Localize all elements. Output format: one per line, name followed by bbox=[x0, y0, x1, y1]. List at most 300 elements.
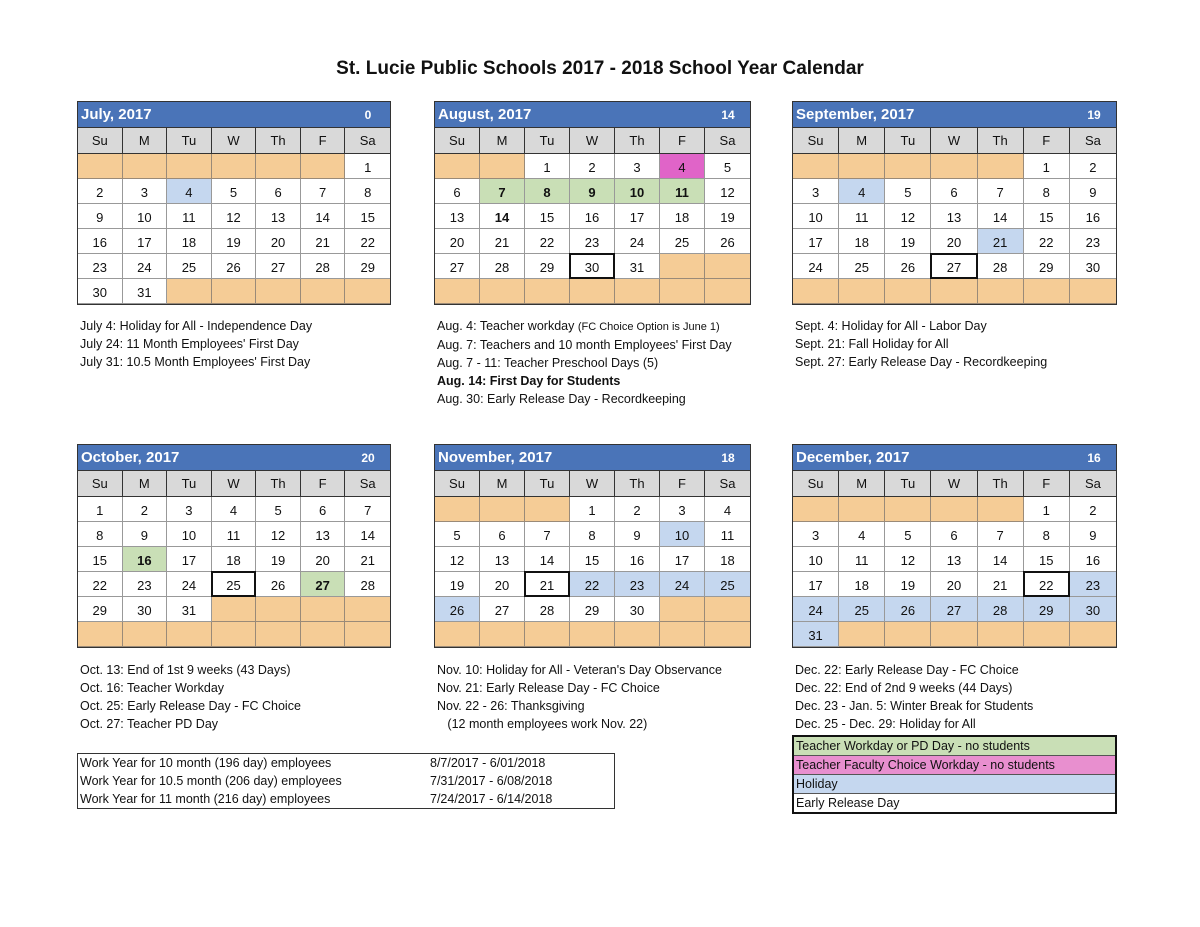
day-cell: 12 bbox=[705, 179, 750, 204]
weekday-header: F bbox=[660, 471, 705, 497]
day-cell: 3 bbox=[793, 179, 839, 204]
empty-cell bbox=[480, 622, 525, 647]
empty-cell bbox=[615, 622, 660, 647]
weekday-header: Th bbox=[978, 471, 1024, 497]
day-cell: 1 bbox=[570, 497, 615, 522]
day-cell: 3 bbox=[123, 179, 168, 204]
day-cell: 5 bbox=[705, 154, 750, 179]
day-cell: 24 bbox=[660, 572, 705, 597]
day-cell: 6 bbox=[931, 522, 977, 547]
weekday-header: W bbox=[570, 128, 615, 154]
weekday-header: Tu bbox=[525, 471, 570, 497]
day-cell: 20 bbox=[256, 229, 301, 254]
day-cell: 30 bbox=[123, 597, 168, 622]
empty-cell bbox=[978, 497, 1024, 522]
weekday-header: Sa bbox=[1070, 128, 1116, 154]
day-cell: 7 bbox=[301, 179, 346, 204]
weekday-header: Su bbox=[78, 471, 123, 497]
month-grid bbox=[435, 128, 750, 304]
day-cell: 21 bbox=[480, 229, 525, 254]
day-cell: 28 bbox=[301, 254, 346, 279]
legend-holiday: Holiday bbox=[794, 775, 1115, 794]
work-year-label: Work Year for 10 month (196 day) employees bbox=[80, 756, 332, 770]
day-cell: 1 bbox=[1024, 154, 1070, 179]
weekday-header: Su bbox=[793, 128, 839, 154]
day-cell: 23 bbox=[570, 229, 615, 254]
empty-cell bbox=[78, 622, 123, 647]
day-cell: 18 bbox=[839, 572, 885, 597]
student-days-count: 20 bbox=[361, 450, 375, 465]
day-cell: 6 bbox=[435, 179, 480, 204]
day-cell: 1 bbox=[78, 497, 123, 522]
month-december bbox=[792, 444, 1117, 648]
work-year-dates: 7/31/2017 - 6/08/2018 bbox=[430, 774, 553, 788]
day-cell: 13 bbox=[256, 204, 301, 229]
day-cell: 6 bbox=[301, 497, 346, 522]
month-name: July, 2017 bbox=[81, 106, 152, 123]
empty-cell bbox=[345, 622, 390, 647]
day-cell: 23 bbox=[78, 254, 123, 279]
empty-cell bbox=[705, 254, 750, 279]
student-days-count: 18 bbox=[721, 450, 735, 465]
day-cell: 27 bbox=[931, 254, 977, 279]
empty-cell bbox=[435, 622, 480, 647]
weekday-header: Tu bbox=[885, 128, 931, 154]
month-grid bbox=[793, 471, 1116, 647]
day-cell: 18 bbox=[167, 229, 212, 254]
empty-cell bbox=[885, 154, 931, 179]
empty-cell bbox=[978, 279, 1024, 304]
day-cell: 4 bbox=[839, 522, 885, 547]
day-cell: 8 bbox=[345, 179, 390, 204]
day-cell: 23 bbox=[1070, 229, 1116, 254]
day-cell: 27 bbox=[931, 597, 977, 622]
empty-cell bbox=[660, 597, 705, 622]
day-cell: 24 bbox=[793, 254, 839, 279]
day-cell: 9 bbox=[615, 522, 660, 547]
notes-july bbox=[80, 317, 312, 371]
day-cell: 22 bbox=[525, 229, 570, 254]
day-cell: 21 bbox=[978, 572, 1024, 597]
month-august bbox=[434, 101, 751, 305]
day-cell: 25 bbox=[660, 229, 705, 254]
empty-cell bbox=[167, 154, 212, 179]
empty-cell bbox=[256, 154, 301, 179]
day-cell: 15 bbox=[345, 204, 390, 229]
day-cell: 8 bbox=[1024, 179, 1070, 204]
weekday-header: M bbox=[480, 128, 525, 154]
day-cell: 19 bbox=[256, 547, 301, 572]
empty-cell bbox=[839, 154, 885, 179]
page-title: St. Lucie Public Schools 2017 - 2018 School Year Calendar bbox=[336, 58, 864, 79]
empty-cell bbox=[435, 279, 480, 304]
note-line: July 4: Holiday for All - Independence Day bbox=[80, 319, 313, 333]
notes-november bbox=[437, 661, 722, 733]
day-cell: 25 bbox=[705, 572, 750, 597]
note-line: Sept. 4: Holiday for All - Labor Day bbox=[795, 319, 987, 333]
day-cell: 4 bbox=[212, 497, 257, 522]
legend bbox=[792, 735, 1117, 814]
day-cell: 2 bbox=[78, 179, 123, 204]
day-cell: 20 bbox=[931, 572, 977, 597]
weekday-header: Th bbox=[256, 471, 301, 497]
day-cell: 16 bbox=[123, 547, 168, 572]
note-line: Nov. 10: Holiday for All - Veteran's Day Observance bbox=[437, 663, 722, 677]
month-name: December, 2017 bbox=[796, 449, 910, 466]
day-cell: 4 bbox=[705, 497, 750, 522]
month-grid bbox=[78, 128, 390, 304]
day-cell: 5 bbox=[885, 522, 931, 547]
note-line: Nov. 21: Early Release Day - FC Choice bbox=[437, 681, 660, 695]
empty-cell bbox=[705, 622, 750, 647]
day-cell: 12 bbox=[435, 547, 480, 572]
note-line-first-day: Aug. 14: First Day for Students bbox=[437, 374, 621, 388]
empty-cell bbox=[480, 497, 525, 522]
day-cell: 4 bbox=[660, 154, 705, 179]
day-cell: 26 bbox=[256, 572, 301, 597]
day-cell: 26 bbox=[885, 254, 931, 279]
note-line: Aug. 30: Early Release Day - Recordkeeping bbox=[437, 392, 686, 406]
empty-cell bbox=[212, 154, 257, 179]
empty-cell bbox=[885, 279, 931, 304]
empty-cell bbox=[660, 254, 705, 279]
empty-cell bbox=[525, 497, 570, 522]
day-cell: 12 bbox=[212, 204, 257, 229]
note-line: Dec. 22: End of 2nd 9 weeks (44 Days) bbox=[795, 681, 1013, 695]
month-name: September, 2017 bbox=[796, 106, 915, 123]
day-cell: 3 bbox=[793, 522, 839, 547]
day-cell: 12 bbox=[256, 522, 301, 547]
day-cell: 20 bbox=[931, 229, 977, 254]
month-november bbox=[434, 444, 751, 648]
day-cell: 27 bbox=[480, 597, 525, 622]
day-cell: 20 bbox=[301, 547, 346, 572]
note-line: Oct. 16: Teacher Workday bbox=[80, 681, 225, 695]
day-cell: 26 bbox=[435, 597, 480, 622]
notes-september bbox=[795, 317, 1047, 371]
empty-cell bbox=[839, 279, 885, 304]
day-cell: 17 bbox=[793, 572, 839, 597]
day-cell: 9 bbox=[78, 204, 123, 229]
empty-cell bbox=[978, 154, 1024, 179]
day-cell: 8 bbox=[570, 522, 615, 547]
weekday-header: F bbox=[301, 471, 346, 497]
note-line: Dec. 22: Early Release Day - FC Choice bbox=[795, 663, 1019, 677]
weekday-header: Sa bbox=[1070, 471, 1116, 497]
weekday-header: W bbox=[212, 471, 257, 497]
student-days-count: 14 bbox=[721, 107, 735, 122]
empty-cell bbox=[705, 597, 750, 622]
empty-cell bbox=[931, 497, 977, 522]
weekday-header: Su bbox=[435, 128, 480, 154]
day-cell: 13 bbox=[931, 204, 977, 229]
empty-cell bbox=[978, 622, 1024, 647]
day-cell: 24 bbox=[167, 572, 212, 597]
empty-cell bbox=[301, 279, 346, 304]
work-year-dates: 8/7/2017 - 6/01/2018 bbox=[430, 756, 546, 770]
day-cell: 7 bbox=[480, 179, 525, 204]
day-cell: 16 bbox=[570, 204, 615, 229]
weekday-header: F bbox=[1024, 128, 1070, 154]
day-cell: 19 bbox=[705, 204, 750, 229]
note-line: Oct. 13: End of 1st 9 weeks (43 Days) bbox=[80, 663, 291, 677]
weekday-header: Tu bbox=[167, 128, 212, 154]
day-cell: 18 bbox=[705, 547, 750, 572]
day-cell: 28 bbox=[978, 597, 1024, 622]
day-cell: 8 bbox=[1024, 522, 1070, 547]
day-cell: 16 bbox=[78, 229, 123, 254]
day-cell: 8 bbox=[78, 522, 123, 547]
month-header bbox=[78, 102, 390, 128]
notes-august bbox=[437, 317, 732, 408]
day-cell: 17 bbox=[123, 229, 168, 254]
empty-cell bbox=[212, 279, 257, 304]
day-cell: 29 bbox=[1024, 254, 1070, 279]
day-cell: 22 bbox=[1024, 229, 1070, 254]
note-line: Aug. 7: Teachers and 10 month Employees' First Day bbox=[437, 338, 732, 352]
day-cell: 16 bbox=[615, 547, 660, 572]
empty-cell bbox=[570, 622, 615, 647]
empty-cell bbox=[78, 154, 123, 179]
day-cell: 13 bbox=[480, 547, 525, 572]
empty-cell bbox=[435, 154, 480, 179]
empty-cell bbox=[615, 279, 660, 304]
day-cell: 29 bbox=[570, 597, 615, 622]
month-header bbox=[78, 445, 390, 471]
day-cell: 17 bbox=[615, 204, 660, 229]
day-cell: 20 bbox=[480, 572, 525, 597]
empty-cell bbox=[660, 279, 705, 304]
work-year-label: Work Year for 11 month (216 day) employees bbox=[80, 792, 331, 806]
day-cell: 4 bbox=[839, 179, 885, 204]
empty-cell bbox=[931, 154, 977, 179]
day-cell: 6 bbox=[256, 179, 301, 204]
day-cell: 22 bbox=[1024, 572, 1070, 597]
day-cell: 31 bbox=[793, 622, 839, 647]
empty-cell bbox=[345, 279, 390, 304]
note-line: Sept. 27: Early Release Day - Recordkeeping bbox=[795, 355, 1048, 369]
day-cell: 5 bbox=[885, 179, 931, 204]
day-cell: 26 bbox=[885, 597, 931, 622]
month-september bbox=[792, 101, 1117, 305]
day-cell: 9 bbox=[1070, 179, 1116, 204]
day-cell: 2 bbox=[1070, 497, 1116, 522]
day-cell: 21 bbox=[301, 229, 346, 254]
weekday-header: Su bbox=[435, 471, 480, 497]
day-cell: 2 bbox=[123, 497, 168, 522]
empty-cell bbox=[301, 597, 346, 622]
day-cell: 30 bbox=[1070, 597, 1116, 622]
empty-cell bbox=[1070, 622, 1116, 647]
note-line: July 24: 11 Month Employees' First Day bbox=[80, 337, 299, 351]
weekday-header: Tu bbox=[885, 471, 931, 497]
day-cell: 29 bbox=[525, 254, 570, 279]
weekday-header: M bbox=[839, 471, 885, 497]
day-cell: 27 bbox=[435, 254, 480, 279]
day-cell: 30 bbox=[570, 254, 615, 279]
day-cell: 17 bbox=[167, 547, 212, 572]
day-cell: 31 bbox=[123, 279, 168, 304]
weekday-header: M bbox=[480, 471, 525, 497]
day-cell: 24 bbox=[793, 597, 839, 622]
note-line: Dec. 23 - Jan. 5: Winter Break for Students bbox=[795, 699, 1034, 713]
day-cell: 20 bbox=[435, 229, 480, 254]
day-cell: 9 bbox=[1070, 522, 1116, 547]
empty-cell bbox=[660, 622, 705, 647]
day-cell: 24 bbox=[615, 229, 660, 254]
day-cell: 11 bbox=[167, 204, 212, 229]
day-cell: 25 bbox=[212, 572, 257, 597]
day-cell: 4 bbox=[167, 179, 212, 204]
day-cell: 11 bbox=[839, 547, 885, 572]
empty-cell bbox=[256, 279, 301, 304]
day-cell: 7 bbox=[525, 522, 570, 547]
note-line: July 31: 10.5 Month Employees' First Day bbox=[80, 355, 311, 369]
day-cell: 14 bbox=[480, 204, 525, 229]
empty-cell bbox=[793, 154, 839, 179]
day-cell: 13 bbox=[301, 522, 346, 547]
day-cell: 7 bbox=[345, 497, 390, 522]
empty-cell bbox=[212, 597, 257, 622]
day-cell: 31 bbox=[615, 254, 660, 279]
day-cell: 30 bbox=[1070, 254, 1116, 279]
day-cell: 3 bbox=[615, 154, 660, 179]
empty-cell bbox=[525, 279, 570, 304]
day-cell: 27 bbox=[256, 254, 301, 279]
day-cell: 26 bbox=[212, 254, 257, 279]
day-cell: 2 bbox=[570, 154, 615, 179]
day-cell: 28 bbox=[525, 597, 570, 622]
notes-october bbox=[80, 661, 301, 733]
month-name: August, 2017 bbox=[438, 106, 532, 123]
weekday-header: Sa bbox=[345, 471, 390, 497]
weekday-header: Su bbox=[78, 128, 123, 154]
work-year-row bbox=[78, 772, 614, 790]
month-header bbox=[435, 102, 750, 128]
note-line: Nov. 22 - 26: Thanksgiving bbox=[437, 699, 585, 713]
day-cell: 1 bbox=[345, 154, 390, 179]
weekday-header: Tu bbox=[525, 128, 570, 154]
weekday-header: Sa bbox=[705, 128, 750, 154]
day-cell: 27 bbox=[301, 572, 346, 597]
day-cell: 26 bbox=[705, 229, 750, 254]
weekday-header: Tu bbox=[167, 471, 212, 497]
day-cell: 28 bbox=[345, 572, 390, 597]
work-year-row bbox=[78, 754, 614, 772]
day-cell: 1 bbox=[1024, 497, 1070, 522]
empty-cell bbox=[123, 154, 168, 179]
day-cell: 17 bbox=[793, 229, 839, 254]
day-cell: 10 bbox=[793, 547, 839, 572]
weekday-header: Th bbox=[978, 128, 1024, 154]
legend-teacher-workday: Teacher Workday or PD Day - no students bbox=[794, 737, 1115, 756]
work-year-table bbox=[77, 753, 615, 809]
empty-cell bbox=[480, 279, 525, 304]
month-grid bbox=[78, 471, 390, 647]
weekday-header: M bbox=[839, 128, 885, 154]
day-cell: 14 bbox=[301, 204, 346, 229]
day-cell: 5 bbox=[256, 497, 301, 522]
day-cell: 21 bbox=[345, 547, 390, 572]
empty-cell bbox=[705, 279, 750, 304]
weekday-header: M bbox=[123, 471, 168, 497]
empty-cell bbox=[1024, 279, 1070, 304]
day-cell: 22 bbox=[78, 572, 123, 597]
day-cell: 15 bbox=[78, 547, 123, 572]
empty-cell bbox=[793, 279, 839, 304]
legend-early-release: Early Release Day bbox=[794, 794, 1115, 812]
day-cell: 10 bbox=[793, 204, 839, 229]
day-cell: 23 bbox=[1070, 572, 1116, 597]
day-cell: 6 bbox=[480, 522, 525, 547]
empty-cell bbox=[345, 597, 390, 622]
month-grid bbox=[435, 471, 750, 647]
day-cell: 6 bbox=[931, 179, 977, 204]
note-text: Aug. 4: Teacher workday bbox=[437, 319, 578, 333]
weekday-header: Su bbox=[793, 471, 839, 497]
day-cell: 15 bbox=[525, 204, 570, 229]
empty-cell bbox=[570, 279, 615, 304]
day-cell: 17 bbox=[660, 547, 705, 572]
empty-cell bbox=[435, 497, 480, 522]
empty-cell bbox=[885, 497, 931, 522]
day-cell: 16 bbox=[1070, 204, 1116, 229]
day-cell: 24 bbox=[123, 254, 168, 279]
empty-cell bbox=[301, 154, 346, 179]
day-cell: 21 bbox=[525, 572, 570, 597]
empty-cell bbox=[167, 622, 212, 647]
day-cell: 29 bbox=[345, 254, 390, 279]
empty-cell bbox=[167, 279, 212, 304]
empty-cell bbox=[256, 597, 301, 622]
weekday-header: Sa bbox=[705, 471, 750, 497]
day-cell: 31 bbox=[167, 597, 212, 622]
day-cell: 5 bbox=[212, 179, 257, 204]
empty-cell bbox=[839, 622, 885, 647]
day-cell: 19 bbox=[435, 572, 480, 597]
day-cell: 10 bbox=[123, 204, 168, 229]
empty-cell bbox=[839, 497, 885, 522]
work-year-dates: 7/24/2017 - 6/14/2018 bbox=[430, 792, 553, 806]
day-cell: 5 bbox=[435, 522, 480, 547]
month-october bbox=[77, 444, 391, 648]
day-cell: 12 bbox=[885, 547, 931, 572]
weekday-header: W bbox=[212, 128, 257, 154]
day-cell: 21 bbox=[978, 229, 1024, 254]
day-cell: 2 bbox=[615, 497, 660, 522]
day-cell: 13 bbox=[931, 547, 977, 572]
day-cell: 30 bbox=[78, 279, 123, 304]
day-cell: 25 bbox=[839, 597, 885, 622]
day-cell: 8 bbox=[525, 179, 570, 204]
weekday-header: M bbox=[123, 128, 168, 154]
day-cell: 14 bbox=[978, 547, 1024, 572]
student-days-count: 19 bbox=[1087, 107, 1101, 122]
month-grid bbox=[793, 128, 1116, 304]
empty-cell bbox=[931, 279, 977, 304]
day-cell: 3 bbox=[660, 497, 705, 522]
note-line: Dec. 25 - Dec. 29: Holiday for All bbox=[795, 717, 976, 731]
day-cell: 12 bbox=[885, 204, 931, 229]
weekday-header: F bbox=[1024, 471, 1070, 497]
empty-cell bbox=[1024, 622, 1070, 647]
day-cell: 10 bbox=[615, 179, 660, 204]
day-cell: 10 bbox=[167, 522, 212, 547]
day-cell: 14 bbox=[978, 204, 1024, 229]
day-cell: 18 bbox=[839, 229, 885, 254]
weekday-header: Th bbox=[615, 128, 660, 154]
day-cell: 15 bbox=[1024, 547, 1070, 572]
